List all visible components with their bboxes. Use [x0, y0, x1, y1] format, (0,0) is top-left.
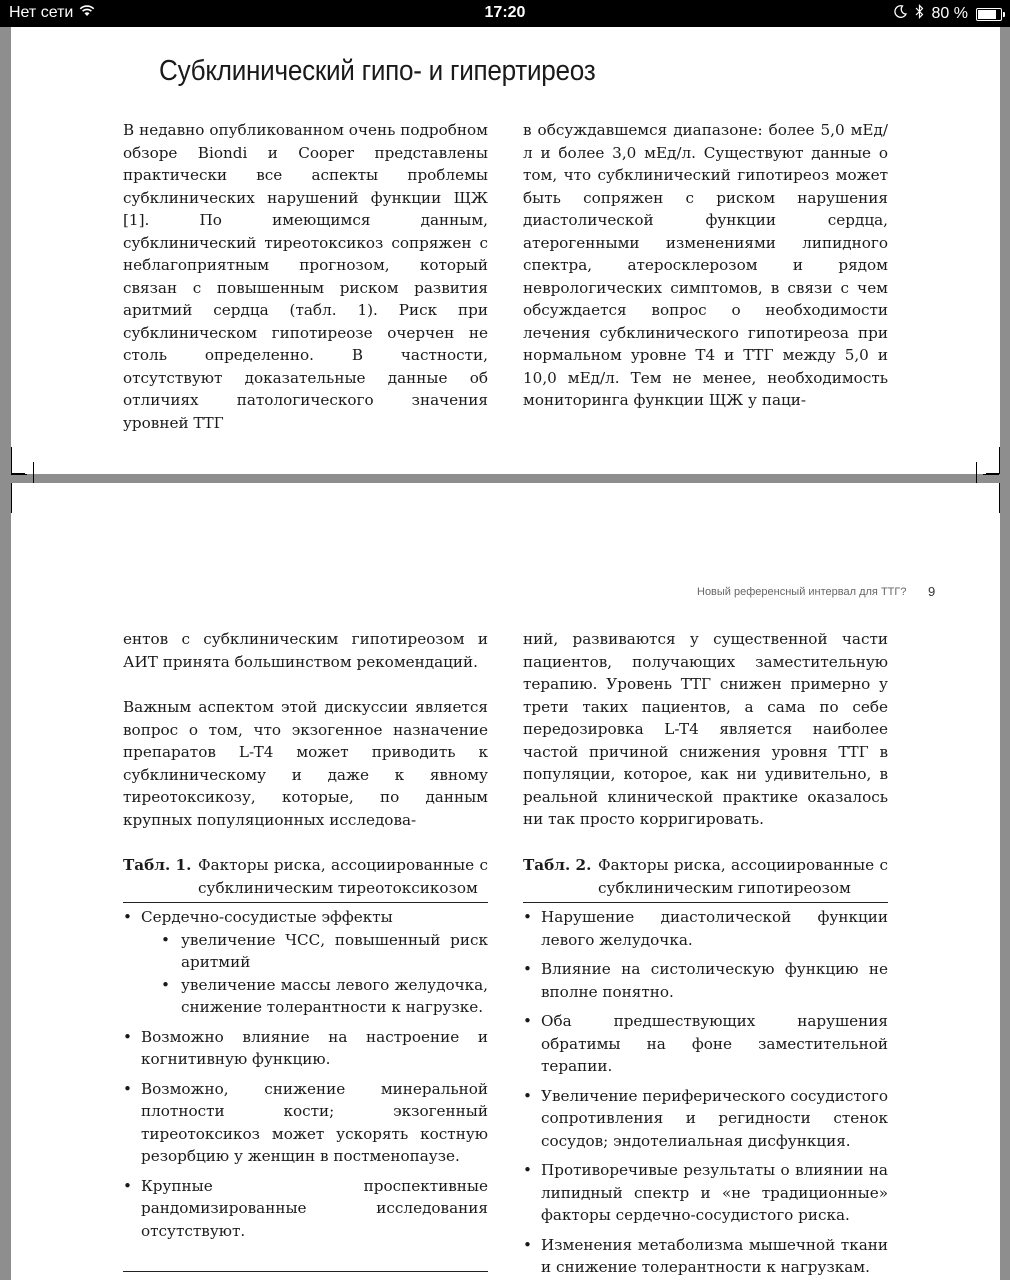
pdf-page-1[interactable] [11, 27, 1000, 474]
page2-left-paragraph-2: Важным аспектом этой дискуссии является вопрос о том, что экзогенное назначение препаратов L-T4 может приводить к субклиническому и даже к явному тиреотоксикозу, которые, по данным крупных популяционных исследова- [123, 698, 488, 829]
page1-right-paragraph: в обсуждавшемся диапазоне: более 5,0 мЕд/л и более 3,0 мЕд/л. Существуют данные о том, что субклинический гипотиреоз может быть сопряжен с риском нарушения диастолической функции сердца, атерогенными изменениями липидного спектра, атеросклерозом и рядом неврологических симптомов, в связи с чем обсуждается вопрос о необходимости лечения субклинического гипотиреоза при нормальном уровне Т4 и ТТГ между 5,0 и 10,0 мЕд/л. Тем не менее, необходимость мониторинга функции ЩЖ у паци- [523, 121, 888, 409]
pdf-page-2[interactable] [11, 483, 1000, 1280]
sub-list-item: • увеличение ЧСС, повышенный риск аритмий [161, 929, 488, 974]
page2-left-paragraph-1: ентов с субклиническим гипотиреозом и АИТ принята большинством рекомендаций. [123, 630, 488, 671]
status-bar [0, 0, 1010, 27]
page1-column-left [123, 119, 488, 434]
crop-mark [11, 483, 12, 513]
table-2 [523, 854, 888, 1279]
battery-icon [976, 8, 1002, 21]
sub-list [161, 929, 488, 1019]
crop-mark [983, 474, 999, 475]
list-item-text: Сердечно-сосудистые эффекты [141, 908, 393, 926]
list-item: • Противоречивые результаты о влиянии на липидный спектр и «не традиционные» факторы сердечно-сосудистого риска. [523, 1159, 888, 1227]
table-1-title: Факторы риска, ассоциированные с субклиническим тиреотоксикозом [198, 856, 488, 897]
table-1-label: Табл. 1. [123, 856, 192, 874]
running-header: Новый референсный интервал для ТТГ? [697, 586, 907, 598]
page2-column-right [523, 628, 888, 831]
sub-list-item: • увеличение массы левого желудочка, снижение толерантности к нагрузке. [161, 974, 488, 1019]
crop-mark [999, 447, 1000, 474]
page-title: Субклинический гипо- и гипертиреоз [159, 55, 596, 87]
bluetooth-icon [915, 4, 924, 24]
table-1-list [123, 906, 488, 1242]
clock: 17:20 [484, 4, 526, 21]
crop-mark [11, 447, 12, 474]
table-2-label: Табл. 2. [523, 856, 592, 874]
page2-column-left [123, 628, 488, 831]
battery-percent: 80 % [931, 5, 968, 22]
list-item: • Нарушение диастолической функции левого желудочка. [523, 906, 888, 951]
page-number: 9 [928, 584, 936, 599]
table-1-caption [123, 854, 488, 903]
list-item: • Крупные проспективные рандомизированные исследования отсутствуют. [123, 1175, 488, 1243]
list-item [123, 906, 488, 1019]
list-item: • Возможно, снижение минеральной плотности кости; экзогенный тиреотоксикоз может ускорять костную резорбцию у женщин в постменопаузе. [123, 1078, 488, 1168]
list-item: • Увеличение периферического сосудистого сопротивления и регидности стенок сосудов; эндотелиальная дисфункция. [523, 1085, 888, 1153]
list-item: • Оба предшествующих нарушения обратимы на фоне заместительной терапии. [523, 1010, 888, 1078]
list-item: • Изменения метаболизма мышечной ткани и снижение толерантности к нагрузкам. [523, 1234, 888, 1279]
crop-mark [999, 483, 1000, 513]
table-1-bottom-rule [123, 1271, 488, 1272]
table-2-caption [523, 854, 888, 903]
list-item: • Влияние на систолическую функцию не вполне понятно. [523, 958, 888, 1003]
carrier-label: Нет сети [9, 4, 74, 21]
table-1 [123, 854, 488, 1242]
page1-left-paragraph: В недавно опубликованном очень подробном обзоре Biondi и Cooper представлены практически все аспекты проблемы субклинических нарушений функции ЩЖ [1]. По имеющимся данным, субклинический тиреотоксикоз сопряжен с неблагоприятным прогнозом, который связан с повышенным риском развития аритмий сердца (табл. 1). Риск при субклиническом гипотиреозе очерчен не столь определенно. В частности, отсутствуют доказательные данные об отличиях патологического значения уровней ТТГ [123, 121, 488, 432]
list-item: • Возможно влияние на настроение и когнитивную функцию. [123, 1026, 488, 1071]
page1-column-right [523, 119, 888, 412]
status-right [894, 4, 1002, 24]
crop-mark [11, 474, 27, 475]
moon-icon [894, 5, 907, 23]
battery-fill [978, 10, 996, 19]
page2-right-paragraph: ний, развиваются у существенной части пациентов, получающих заместительную терапию. Уровень ТТГ снижен примерно у трети таких пациентов, а сама по себе передозировка L-T4 является наиболее частой причиной снижения уровня ТТГ в популяции, которое, как ни удивительно, в реальной клинической практике оказалось ни так просто корригировать. [523, 630, 888, 828]
table-2-list [523, 906, 888, 1279]
table-2-title: Факторы риска, ассоциированные с субклиническим гипотиреозом [598, 856, 888, 897]
